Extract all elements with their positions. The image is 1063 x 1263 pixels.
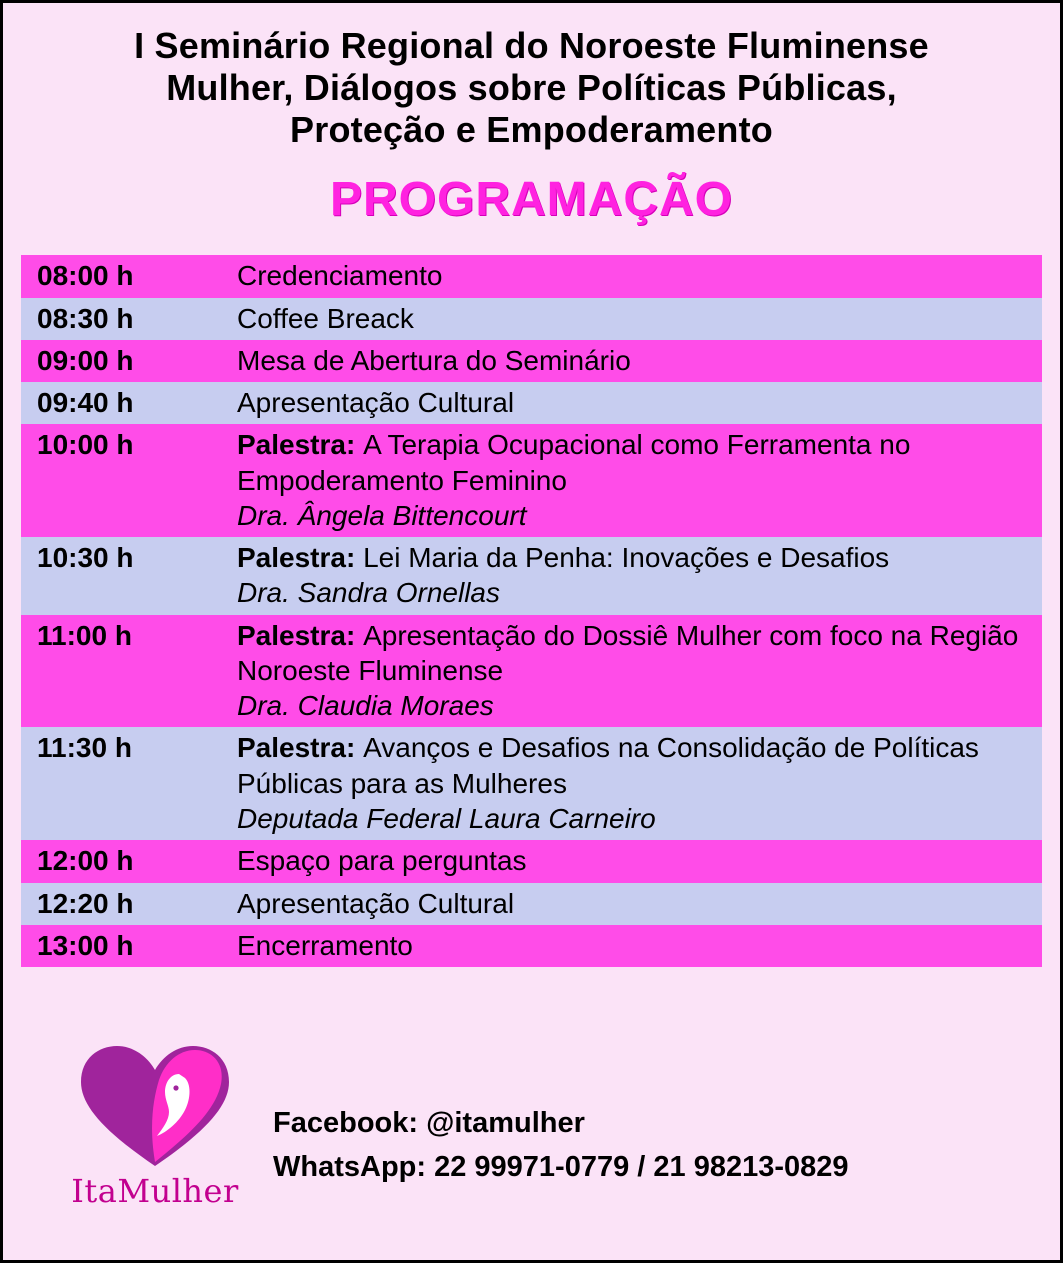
footer	[3, 1040, 1060, 1250]
row-text: Apresentação Cultural	[237, 387, 515, 419]
row-label: Palestra:	[237, 542, 364, 574]
row-speaker: Deputada Federal Laura Carneiro	[237, 802, 656, 834]
schedule-table	[21, 255, 1042, 967]
table-row	[21, 537, 1042, 615]
row-time: 08:30 h	[37, 302, 134, 334]
row-description	[237, 925, 1042, 967]
row-description	[237, 537, 1042, 615]
title-line-2: Mulher, Diálogos sobre Políticas Públicas,	[166, 66, 897, 108]
row-text: Credenciamento	[237, 260, 443, 292]
table-row	[21, 727, 1042, 840]
table-row	[21, 424, 1042, 537]
row-text: Apresentação Cultural	[237, 887, 515, 919]
row-time: 11:00 h	[37, 619, 132, 651]
row-time: 11:30 h	[37, 732, 132, 764]
title-block	[3, 3, 1060, 150]
row-description	[237, 840, 1042, 882]
row-time: 10:30 h	[37, 542, 134, 574]
row-speaker: Dra. Claudia Moraes	[237, 690, 494, 722]
title-line-1: I Seminário Regional do Noroeste Fluminense	[134, 25, 929, 66]
row-text: Coffee Breack	[237, 302, 414, 334]
row-label: Palestra:	[237, 429, 364, 461]
row-text: Espaço para perguntas	[237, 845, 527, 877]
row-label: Palestra:	[237, 732, 364, 764]
row-text: Avanços e Desafios na Consolidação de Políticas Públicas para as Mulheres	[237, 732, 979, 799]
row-time: 13:00 h	[37, 929, 134, 961]
page-title: PROGRAMAÇÃO	[330, 173, 733, 227]
row-time: 09:00 h	[37, 344, 134, 376]
row-speaker: Dra. Ângela Bittencourt	[237, 499, 527, 531]
table-row	[21, 382, 1042, 424]
row-time: 12:00 h	[37, 845, 134, 877]
row-time: 10:00 h	[37, 429, 134, 461]
title-line-3: Proteção e Empoderamento	[290, 108, 773, 150]
logo	[55, 1040, 255, 1210]
table-row	[21, 255, 1042, 297]
table-row	[21, 883, 1042, 925]
row-description	[237, 382, 1042, 424]
row-description	[237, 883, 1042, 925]
table-row	[21, 615, 1042, 728]
table-row	[21, 925, 1042, 967]
row-text: Mesa de Abertura do Seminário	[237, 344, 631, 376]
row-time: 08:00 h	[37, 260, 134, 292]
row-description	[237, 615, 1042, 728]
heart-woman-silhouette-icon	[75, 1040, 235, 1170]
row-description	[237, 255, 1042, 297]
logo-text: ItaMulher	[71, 1172, 239, 1210]
row-time: 12:20 h	[37, 887, 134, 919]
facebook-handle: Facebook: @itamulher	[273, 1107, 585, 1139]
row-description	[237, 298, 1042, 340]
row-speaker: Dra. Sandra Ornellas	[237, 577, 501, 609]
row-description	[237, 727, 1042, 840]
table-row	[21, 840, 1042, 882]
table-row	[21, 298, 1042, 340]
contact-info	[273, 1102, 849, 1189]
row-text: Encerramento	[237, 929, 413, 961]
row-label: Palestra:	[237, 619, 364, 651]
row-description	[237, 340, 1042, 382]
row-text: Apresentação do Dossiê Mulher com foco na Região Noroeste Fluminense	[237, 619, 1019, 686]
row-time: 09:40 h	[37, 387, 134, 419]
row-text: Lei Maria da Penha: Inovações e Desafios	[363, 542, 890, 574]
whatsapp-numbers: WhatsApp: 22 99971-0779 / 21 98213-0829	[273, 1150, 849, 1183]
row-text: A Terapia Ocupacional como Ferramenta no Empoderamento Feminino	[237, 429, 911, 496]
table-row	[21, 340, 1042, 382]
row-description	[237, 424, 1042, 537]
